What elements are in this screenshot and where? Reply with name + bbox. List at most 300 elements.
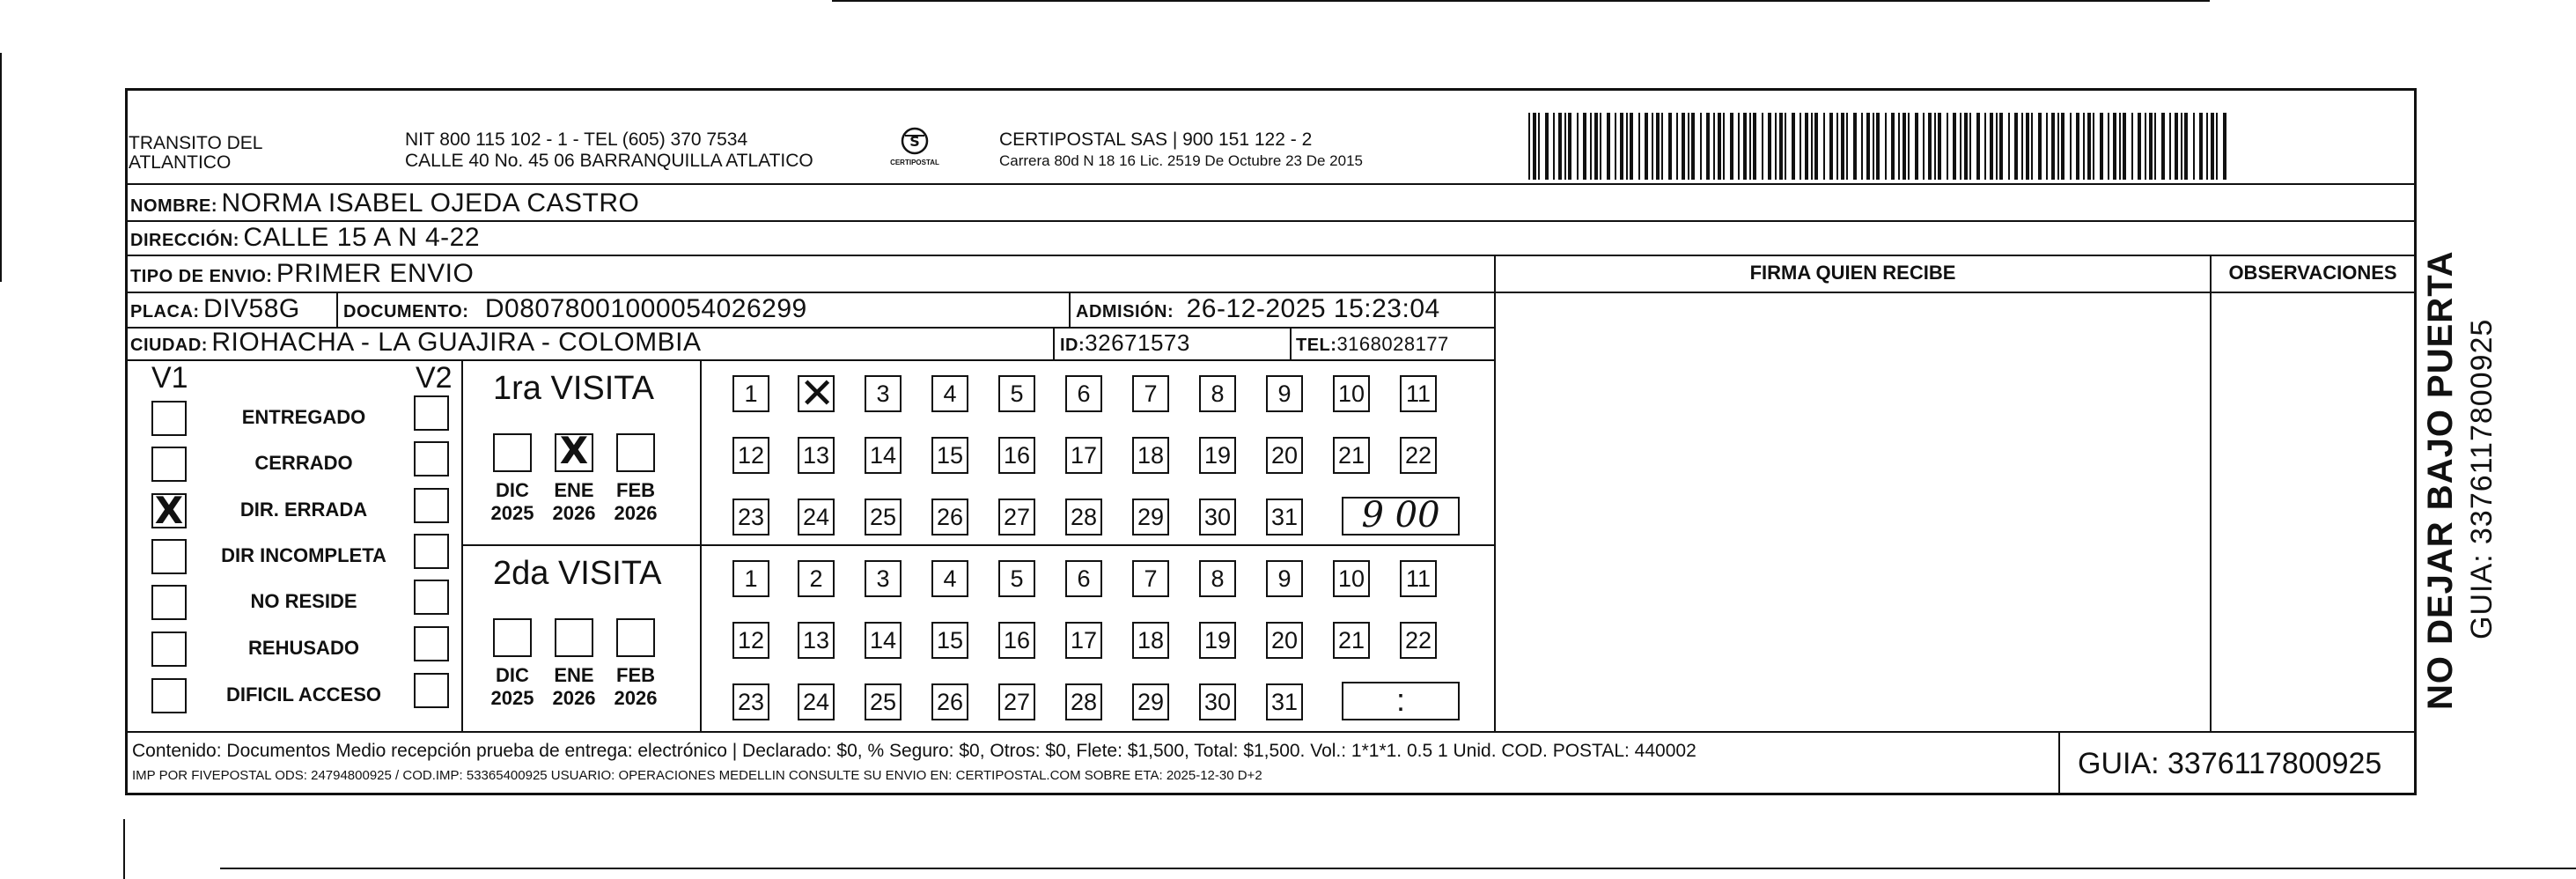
day-number: 10 [1337,565,1365,592]
barcode-bar [1853,113,1857,180]
day-number: 30 [1203,689,1232,715]
status-label: REHUSADO [248,637,359,659]
day-box[interactable] [1333,560,1370,597]
day-box[interactable] [1266,499,1303,536]
day-box[interactable] [732,683,769,720]
barcode-bar [2175,113,2178,180]
barcode-bar [1841,113,1844,180]
day-box[interactable] [1199,683,1236,720]
month-checkbox[interactable] [555,429,593,472]
day-box[interactable] [931,375,968,412]
day-number: 26 [936,504,964,530]
day-number: 11 [1405,380,1432,407]
barcode-bar [2181,113,2182,180]
value-direccion: CALLE 15 A N 4-22 [243,223,481,252]
barcode-bar [1723,113,1725,180]
day-number: 29 [1137,689,1165,715]
day-number: 2 [809,565,823,592]
day-box[interactable] [1266,683,1303,720]
day-box[interactable] [1132,499,1169,536]
status-label: DIR. ERRADA [239,499,368,521]
barcode-bar [1533,113,1536,180]
day-number: 19 [1203,442,1232,469]
day-number: 13 [802,442,830,469]
barcode-bar [1630,113,1633,180]
day-box[interactable] [998,437,1035,474]
v1-header: V1 [151,361,188,395]
value-nombre: NORMA ISABEL OJEDA CASTRO [221,188,640,218]
barcode-bar [1866,113,1870,180]
day-number: 27 [1003,689,1031,715]
day-box[interactable] [1266,560,1303,597]
side-warning [2421,250,2461,710]
day-box[interactable] [865,499,902,536]
day-number: 1 [744,565,758,592]
barcode-bar [2087,113,2091,180]
day-box[interactable] [865,622,902,659]
status-v2-checkbox[interactable] [414,534,449,569]
barcode-bar [2131,113,2133,180]
barcode-bar [2149,113,2153,180]
day-number: 24 [802,689,830,715]
barcode-bar [1594,113,1598,180]
col-line-guia [2058,731,2060,795]
barcode-bar [1688,113,1689,180]
day-number: 5 [1010,565,1024,592]
sender-name-line2: ATLANTICO [129,152,232,173]
day-box[interactable] [1333,375,1370,412]
barcode-bar [1846,113,1848,180]
barcode-bar [2161,113,2165,180]
status-v1-checkbox[interactable] [151,489,187,532]
day-number: 16 [1003,627,1031,654]
barcode-bar [2211,113,2214,180]
day-box[interactable] [1400,437,1437,474]
day-number: 16 [1003,442,1031,469]
barcode-bar [1934,113,1936,180]
barcode-bar [1775,113,1777,180]
footer-imp: IMP POR FIVEPOSTAL ODS: 24794800925 / COD.IMP: 53365400925 USUARIO: OPERACIONES MEDELLIN CONSULTE SU ENVIO EN: CERTIPOSTAL.COM SOBRE ETA: 2025-12-30 D+2 [132,768,1262,783]
status-v2-checkbox[interactable] [414,626,449,661]
barcode-bar [1876,113,1880,180]
field-tipo-envio [130,259,474,293]
month-year: 2026 [614,687,658,709]
day-number: 4 [943,380,957,407]
day-box[interactable] [931,560,968,597]
day-number: 15 [936,627,964,654]
frame-left [125,88,128,795]
day-box[interactable] [732,375,769,412]
day-box[interactable] [1132,375,1169,412]
label-placa: PLACA: [130,302,200,321]
day-number: 31 [1270,504,1299,530]
day-number: 14 [869,442,897,469]
day-box[interactable] [998,499,1035,536]
day-number: 27 [1003,504,1031,530]
barcode-bar [2223,113,2226,180]
day-box[interactable] [798,437,835,474]
day-number: 3 [876,380,890,407]
status-v1-checkbox[interactable] [151,678,187,713]
status-v2-checkbox[interactable] [414,488,449,523]
status-v2-checkbox[interactable] [414,441,449,476]
barcode-bar [1577,113,1579,180]
barcode-bar [1568,113,1571,180]
day-number: 4 [943,565,957,592]
visit-time-box[interactable] [1342,497,1460,536]
side-warning-text: NO DEJAR BAJO PUERTA [2421,250,2460,710]
status-label: NO RESIDE [250,590,357,612]
barcode-bar [1947,113,1948,180]
day-box[interactable] [1132,560,1169,597]
sender-address: CALLE 40 No. 45 06 BARRANQUILLA ATLATICO [405,151,813,171]
barcode-bar [1615,113,1616,180]
day-number: 19 [1203,627,1232,654]
barcode-bar [1836,113,1838,180]
barcode-bar [1903,113,1906,180]
status-v1-checkbox[interactable] [151,447,187,482]
barcode-bar [1743,113,1747,180]
barcode-bar [1811,113,1813,180]
footer-guia: GUIA: 3376117800925 [2078,747,2382,780]
barcode-bar [1861,113,1863,180]
barcode-bar [1738,113,1740,180]
day-box[interactable] [1199,375,1236,412]
status-v2-checkbox[interactable] [414,673,449,708]
frame-right [2414,88,2417,795]
barcode-bar [1762,113,1763,180]
day-number: 7 [1144,380,1158,407]
day-box[interactable] [998,683,1035,720]
barcode-bar [1661,113,1663,180]
status-v1-checkbox[interactable] [151,401,187,436]
row-line-footer [125,731,2417,733]
day-number: 18 [1137,627,1165,654]
barcode-bar [1645,113,1648,180]
label-tel: TEL: [1296,336,1337,355]
barcode-bar [1960,113,1961,180]
month-year: 2026 [552,502,596,524]
column-observaciones: OBSERVACIONES [2228,262,2397,284]
certipostal-logo [886,123,944,176]
logo-icon [886,123,944,176]
barcode-bar [1590,113,1592,180]
visit-title: 1ra VISITA [493,370,655,407]
barcode-bar [1938,113,1941,180]
day-box[interactable] [732,560,769,597]
day-box[interactable] [732,622,769,659]
barcode-bar [1829,113,1833,180]
status-label: CERRADO [254,452,353,474]
day-box[interactable] [1065,437,1102,474]
barcode-bar [2119,113,2121,180]
month-checkbox[interactable] [616,618,655,657]
day-number: 28 [1070,504,1098,530]
barcode-bar [2100,113,2103,180]
day-box[interactable] [798,369,835,418]
day-number: 15 [936,442,964,469]
day-box[interactable] [1199,437,1236,474]
status-label: ENTREGADO [241,406,366,428]
barcode-bar [1984,113,1986,180]
day-box[interactable] [865,437,902,474]
label-admision: ADMISIÓN: [1076,302,1174,321]
month-name: FEB [616,479,655,501]
day-box[interactable] [931,437,968,474]
label-id: ID: [1060,336,1086,355]
field-direccion [130,223,480,257]
day-number: 30 [1203,504,1232,530]
label-tipo-envio: TIPO DE ENVIO: [130,267,273,286]
barcode-bar [2138,113,2141,180]
day-number: 12 [737,627,765,654]
barcode-bar [2051,113,2055,180]
day-number: 17 [1070,627,1098,654]
barcode-bar [1749,113,1751,180]
day-box[interactable] [865,683,902,720]
barcode-bar [2199,113,2203,180]
day-number: 14 [869,627,897,654]
field-ciudad [130,328,702,362]
day-number: 18 [1137,442,1165,469]
footer-contenido: Contenido: Documentos Medio recepción prueba de entrega: electrónico | Declarado: $0, % Seguro: $0, Otros: $0, Flete: $1,500, Total: $1,500. Vol.: 1*1*1. 0.5 1 Unid. COD. POSTAL: 440002 [132,741,1696,761]
value-id: 32671573 [1085,329,1190,356]
sender-name-line1: TRANSITO DEL [129,133,263,153]
value-documento: D08078001000054026299 [484,294,807,323]
barcode-bar [2008,113,2010,180]
col-line-tel [1290,327,1292,359]
barcode-bar [1923,113,1925,180]
day-box[interactable] [998,560,1035,597]
day-box[interactable] [1400,622,1437,659]
barcode-bar [2014,113,2018,180]
barcode-bar [1730,113,1733,180]
day-box[interactable] [1199,560,1236,597]
day-box[interactable] [1199,622,1236,659]
month-checkbox[interactable] [493,433,532,472]
day-box[interactable] [931,499,968,536]
day-number: 21 [1337,442,1365,469]
barcode-bar [2206,113,2208,180]
day-box[interactable] [1065,622,1102,659]
barcode-bar [1800,113,1801,180]
day-box[interactable] [1132,622,1169,659]
barcode-bar [2031,113,2033,180]
barcode-bar [1638,113,1640,180]
day-number: 9 [1277,565,1292,592]
day-box[interactable] [1132,437,1169,474]
month-year: 2026 [552,687,596,709]
barcode-bar [2169,113,2171,180]
day-box[interactable] [931,683,968,720]
day-number: 24 [802,504,830,530]
day-box[interactable] [865,375,902,412]
barcode-bar [1753,113,1756,180]
barcode-bar [1607,113,1610,180]
month-name: ENE [554,664,594,686]
day-number: 22 [1404,627,1432,654]
value-tipo-envio: PRIMER ENVIO [276,259,475,288]
label-ciudad: CIUDAD: [130,336,208,355]
month-year: 2025 [490,502,534,524]
barcode-bar [1656,113,1660,180]
status-v1-checkbox[interactable] [151,539,187,574]
col-line-firma [1494,255,1496,733]
v2-header: V2 [416,361,453,395]
day-number: 20 [1270,442,1299,469]
barcode-bar [1908,113,1910,180]
barcode-bar [1528,113,1530,180]
day-number: 3 [876,565,890,592]
frame-top [125,88,2417,91]
barcode-bar [1558,113,1562,180]
day-box[interactable] [798,560,835,597]
day-box[interactable] [798,683,835,720]
visit-time-box[interactable] [1342,682,1460,720]
day-number: 29 [1137,504,1165,530]
status-v2-checkbox[interactable] [414,580,449,615]
day-box[interactable] [1333,437,1370,474]
barcode-bar [1779,113,1783,180]
day-box[interactable] [1065,375,1102,412]
day-box[interactable] [798,622,835,659]
barcode-bar [2123,113,2126,180]
barcode-bar [1626,113,1628,180]
barcode-bar [1553,113,1555,180]
row-line-header [125,183,2417,185]
barcode-bar [1915,113,1918,180]
barcode-bar [1706,113,1710,180]
barcode-bar [2061,113,2064,180]
status-v1-checkbox[interactable] [151,585,187,620]
month-mark: X [559,429,589,472]
col-line-observaciones [2210,255,2212,733]
barcode-bar [1885,113,1887,180]
day-cross-mark: ✕ [799,369,835,418]
day-box[interactable] [798,499,835,536]
barcode-bar [2076,113,2079,180]
courier-license: Carrera 80d N 18 16 Lic. 2519 De Octubre 23 De 2015 [999,152,1363,169]
day-box[interactable] [1065,499,1102,536]
day-number: 22 [1404,442,1432,469]
barcode-bar [1898,113,1900,180]
day-box[interactable] [1333,622,1370,659]
barcode-bar [2184,113,2188,180]
col-line-placa [336,292,338,327]
status-label: DIR INCOMPLETA [221,544,386,566]
barcode-bar [1814,113,1818,180]
barcode-bar [1953,113,1956,180]
value-admision: 26-12-2025 15:23:04 [1186,294,1440,323]
barcode-bar [2083,113,2085,180]
barcode-bar [1691,113,1695,180]
day-box[interactable] [998,622,1035,659]
barcode-bar [2026,113,2029,180]
month-checkbox[interactable] [493,618,532,657]
value-ciudad: RIOHACHA - LA GUAJIRA - COLOMBIA [211,328,702,357]
barcode-bar [2070,113,2072,180]
visit-time-value: : [1395,682,1405,718]
month-name: DIC [496,664,529,686]
day-number: 1 [744,380,758,407]
barcode-bar [1805,113,1808,180]
status-v1-checkbox[interactable] [151,632,187,667]
day-box[interactable] [1266,375,1303,412]
day-box[interactable] [1065,560,1102,597]
day-number: 23 [737,504,765,530]
barcode-bars [1528,113,2233,180]
barcode-bar [2145,113,2146,180]
day-number: 28 [1070,689,1098,715]
day-number: 11 [1405,565,1432,592]
field-nombre [130,188,639,223]
month-checkbox[interactable] [555,618,593,657]
month-name: FEB [616,664,655,686]
barcode-bar [1600,113,1601,180]
barcode-bar [1700,113,1702,180]
day-number: 17 [1070,442,1098,469]
day-box[interactable] [732,499,769,536]
day-number: 21 [1337,627,1365,654]
day-number: 25 [869,504,897,530]
barcode-bar [1969,113,1971,180]
day-number: 23 [737,689,765,715]
barcode-bar [1583,113,1586,180]
barcode-bar [1990,113,1993,180]
barcode-bar [1668,113,1672,180]
month-checkbox[interactable] [616,433,655,472]
barcode-bar [2046,113,2048,180]
visit-title: 2da VISITA [493,555,662,592]
day-number: 20 [1270,627,1299,654]
day-number: 7 [1144,565,1158,592]
field-id [1060,328,1190,362]
day-box[interactable] [732,437,769,474]
day-box[interactable] [998,375,1035,412]
day-box[interactable] [1266,622,1303,659]
day-box[interactable] [1065,683,1102,720]
barcode-bar [1564,113,1566,180]
barcode-bar [1823,113,1825,180]
day-number: 8 [1211,380,1225,407]
day-box[interactable] [1266,437,1303,474]
day-number: 10 [1337,380,1365,407]
status-v2-checkbox[interactable] [414,395,449,431]
day-box[interactable] [1400,560,1437,597]
day-number: 31 [1270,689,1299,715]
day-box[interactable] [865,560,902,597]
barcode-bar [1785,113,1786,180]
day-box[interactable] [1132,683,1169,720]
field-tel [1296,329,1449,362]
day-box[interactable] [1400,375,1437,412]
day-box[interactable] [1199,499,1236,536]
barcode-bar [1873,113,1874,180]
day-box[interactable] [931,622,968,659]
month-name: DIC [496,479,529,501]
barcode-bar [2038,113,2042,180]
month-year: 2025 [490,687,534,709]
barcode-bar [2021,113,2023,180]
barcode-bar [1891,113,1895,180]
barcode-bar [2193,113,2195,180]
field-admision [1076,294,1440,329]
barcode-bar [1682,113,1685,180]
barcode [1528,113,2233,180]
field-placa [130,294,300,329]
visit-divider [461,544,1495,546]
field-documento [343,294,807,329]
